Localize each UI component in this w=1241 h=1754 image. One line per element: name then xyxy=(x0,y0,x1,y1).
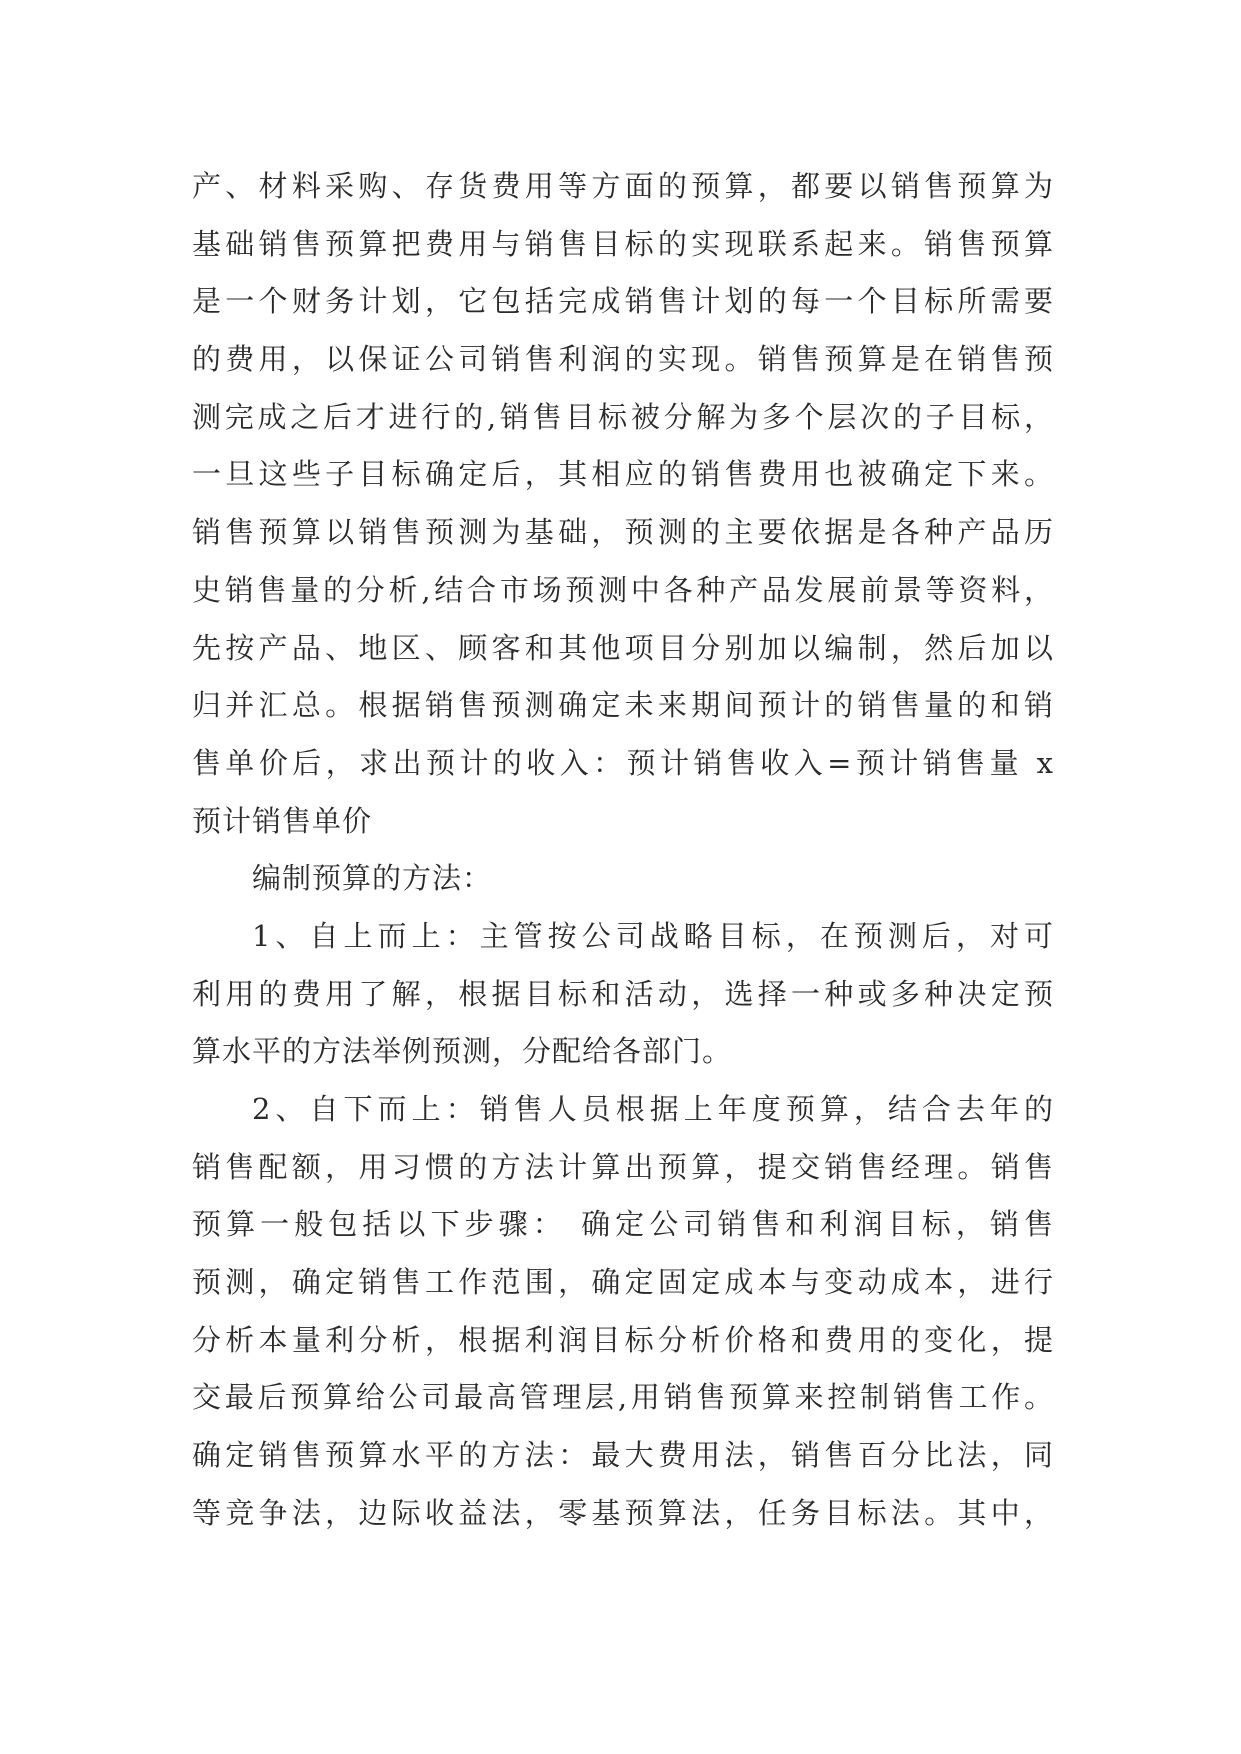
text-line: 售单价后，求出预计的收入：预计销售收入=预计销售量 x xyxy=(192,745,1054,780)
text-line: 归并汇总。根据销售预测确定未来期间预计的销售量的和销 xyxy=(192,688,1054,723)
text-line: 一旦这些子目标确定后，其相应的销售费用也被确定下来。 xyxy=(192,457,1054,492)
text-line: 确定销售预算水平的方法：最大费用法，销售百分比法，同 xyxy=(192,1438,1054,1473)
text-line: 先按产品、地区、顾客和其他项目分别加以编制，然后加以 xyxy=(192,630,1054,665)
paragraph-sales-budget xyxy=(192,158,1054,850)
text-line: 销售配额，用习惯的方法计算出预算，提交销售经理。销售 xyxy=(192,1149,1054,1184)
paragraph-top-down xyxy=(192,908,1054,1081)
text-line: 分析本量利分析，根据利润目标分析价格和费用的变化，提 xyxy=(192,1322,1054,1357)
text-line: 产、材料采购、存货费用等方面的预算，都要以销售预算为 xyxy=(192,169,1054,203)
text-line: 利用的费用了解，根据目标和活动，选择一种或多种决定预 xyxy=(192,976,1054,1011)
text-line: 史销售量的分析,结合市场预测中各种产品发展前景等资料， xyxy=(192,572,1054,607)
text-line: 预计销售单价 xyxy=(192,803,373,838)
text-line: 等竞争法，边际收益法，零基预算法，任务目标法。其中， xyxy=(192,1495,1054,1530)
text-line: 的费用，以保证公司销售利润的实现。销售预算是在销售预 xyxy=(192,342,1054,377)
text-line: 基础销售预算把费用与销售目标的实现联系起来。销售预算 xyxy=(192,226,1054,261)
methods-heading: 编制预算的方法： xyxy=(252,861,493,896)
text-line: 是一个财务计划，它包括完成销售计划的每一个目标所需要 xyxy=(192,284,1054,319)
paragraph-bottom-up xyxy=(192,1081,1054,1543)
text-line: 1、自上而上：主管按公司战略目标，在预测后，对可 xyxy=(252,918,1054,953)
text-line: 算水平的方法举例预测，分配给各部门。 xyxy=(192,1034,733,1069)
text-line: 预算一般包括以下步骤： 确定公司销售和利润目标，销售 xyxy=(192,1207,1054,1242)
document-body xyxy=(192,158,1054,1543)
text-line: 预测，确定销售工作范围，确定固定成本与变动成本，进行 xyxy=(192,1265,1054,1300)
text-line: 2、自下而上：销售人员根据上年度预算，结合去年的 xyxy=(252,1092,1054,1126)
text-line: 销售预算以销售预测为基础，预测的主要依据是各种产品历 xyxy=(192,515,1054,550)
text-line: 测完成之后才进行的,销售目标被分解为多个层次的子目标， xyxy=(192,399,1054,434)
text-line: 交最后预算给公司最高管理层,用销售预算来控制销售工作。 xyxy=(192,1380,1054,1415)
